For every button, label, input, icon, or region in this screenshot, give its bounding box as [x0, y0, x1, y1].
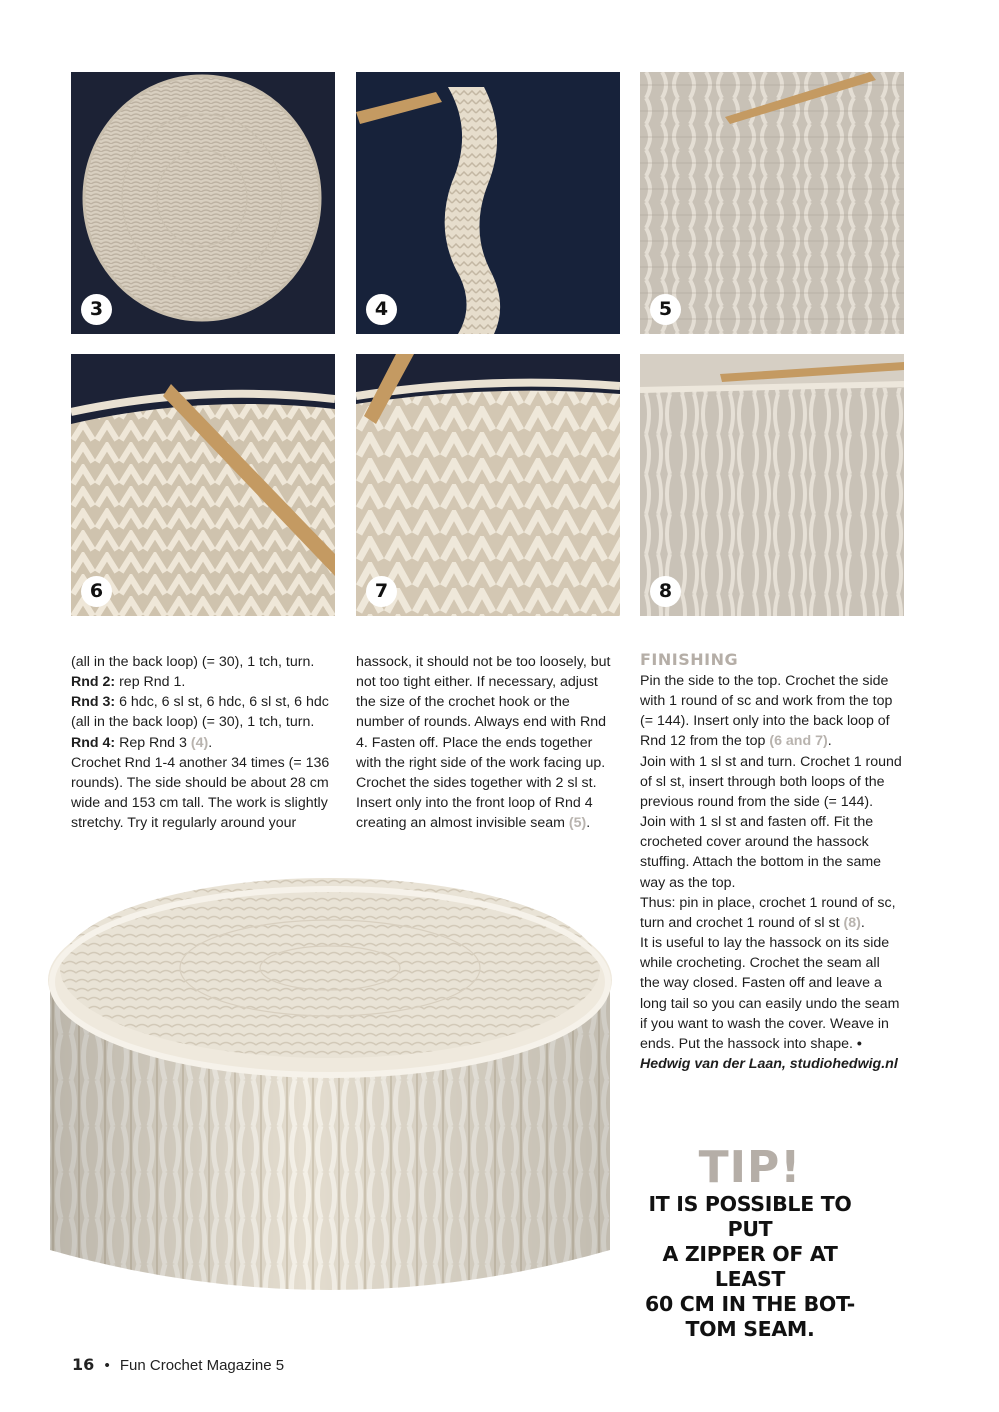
photo-reference: (8)	[843, 914, 861, 931]
text-line: ends. Put the hassock into shape. •	[640, 1035, 862, 1052]
step-badge: 8	[650, 576, 681, 607]
text-column-3	[640, 650, 920, 1074]
tip-line: IT IS POSSIBLE TO PUT	[648, 1192, 852, 1241]
photo-reference: (6 and 7)	[769, 733, 828, 750]
text-column-2	[356, 652, 628, 833]
text-line: Pin the side to the top. Crochet the side	[640, 673, 889, 689]
text-line: Join with 1 sl st and turn. Crochet 1 round	[640, 753, 902, 770]
tip-line: A ZIPPER OF AT LEAST	[662, 1242, 838, 1291]
photo-step-6	[71, 354, 335, 616]
crochet-strip-image	[356, 72, 620, 334]
text-line: crocheted cover around the hassock	[640, 834, 869, 851]
text-line: 4. Fasten off. Place the ends together	[356, 734, 593, 751]
text-line: with 1 round of sc and work from the top	[640, 693, 893, 710]
photo-step-3	[71, 72, 335, 334]
text-line: It is useful to lay the hassock on its side	[640, 935, 890, 952]
magazine-name: Fun Crochet Magazine 5	[119, 1357, 285, 1374]
text-line: rounds). The side should be about 28 cm	[71, 774, 329, 791]
step-badge: 3	[81, 294, 112, 325]
text-line: Rnd 12 from the top (6 and 7).	[640, 733, 832, 750]
tip-box	[636, 1144, 864, 1342]
text-line: if you want to wash the cover. Weave in	[640, 1015, 889, 1032]
text-line: Insert only into the front loop of Rnd 4	[356, 795, 593, 812]
page-number: 16	[72, 1355, 95, 1374]
text-line: stretchy. Try it regularly around your	[71, 815, 297, 832]
photo-reference: (5)	[568, 815, 587, 832]
text-line: Join with 1 sl st and fasten off. Fit the	[640, 814, 874, 831]
tip-line: TOM SEAM.	[685, 1317, 815, 1341]
crochet-hook-closeup-image	[71, 354, 335, 616]
author-signature: Hedwig van der Laan, studiohedwig.nl	[640, 1055, 898, 1072]
photo-step-4	[356, 72, 620, 334]
text-line: the size of the crochet hook or the	[356, 694, 570, 711]
rnd-4: Rnd 4: Rep Rnd 3 (4).	[71, 734, 213, 751]
text-column-1	[71, 652, 341, 833]
end-bullet: •	[852, 1035, 862, 1052]
text-line: not too tight either. If necessary, adjust	[356, 674, 598, 691]
text-line: with the right side of the work facing up.	[356, 754, 606, 771]
text-line: (all in the back loop) (= 30), 1 tch, turn.	[71, 714, 315, 731]
section-heading: FINISHING	[640, 650, 739, 669]
step-badge: 5	[650, 294, 681, 325]
hassock-photo	[40, 850, 620, 1330]
text-line: Thus: pin in place, crochet 1 round of sc,	[640, 894, 896, 911]
photo-step-5	[640, 72, 904, 334]
text-line: creating an almost invisible seam (5).	[356, 815, 591, 832]
text-line: the way closed. Fasten off and leave a	[640, 975, 882, 992]
crochet-circle-image	[71, 72, 335, 334]
text-line: previous round from the side (= 144).	[640, 793, 874, 810]
text-line: hassock, it should not be too loosely, but	[356, 654, 611, 670]
tip-title: TIP!	[698, 1142, 802, 1193]
text-line: of sl st, insert through both loops of the	[640, 773, 885, 790]
footer-bullet: •	[104, 1357, 110, 1374]
rnd-3: Rnd 3: 6 hdc, 6 sl st, 6 hdc, 6 sl st, 6 hdc	[71, 694, 329, 711]
text-line: long tail so you can easily undo the seam	[640, 995, 900, 1012]
text-line: Crochet the sides together with 2 sl st.	[356, 774, 597, 791]
step-badge: 4	[366, 294, 397, 325]
text-line: number of rounds. Always end with Rnd	[356, 714, 606, 731]
text-line: stuffing. Attach the bottom in the same	[640, 854, 882, 871]
text-line: turn and crochet 1 round of sl st (8).	[640, 914, 865, 931]
rnd-2: Rnd 2: rep Rnd 1.	[71, 674, 186, 691]
tip-line: 60 CM IN THE BOT-	[645, 1292, 855, 1316]
text-line: wide and 153 cm tall. The work is slightly	[71, 795, 328, 812]
text-line: while crocheting. Crochet the seam all	[640, 955, 880, 972]
photo-step-8	[640, 354, 904, 616]
page-footer	[72, 1355, 284, 1374]
text-line: Crochet Rnd 1-4 another 34 times (= 136	[71, 754, 330, 771]
photo-step-7	[356, 354, 620, 616]
step-badge: 6	[81, 576, 112, 607]
text-line: way as the top.	[640, 874, 736, 891]
crochet-hassock-image	[40, 850, 620, 1330]
crochet-ribs-image	[640, 72, 904, 334]
text-line: (all in the back loop) (= 30), 1 tch, turn.	[71, 654, 315, 670]
crochet-seam-image	[640, 354, 904, 616]
photo-reference: (4)	[190, 734, 209, 751]
text-line: (= 144). Insert only into the back loop of	[640, 713, 890, 730]
crochet-rows-image	[356, 354, 620, 616]
step-badge: 7	[366, 576, 397, 607]
